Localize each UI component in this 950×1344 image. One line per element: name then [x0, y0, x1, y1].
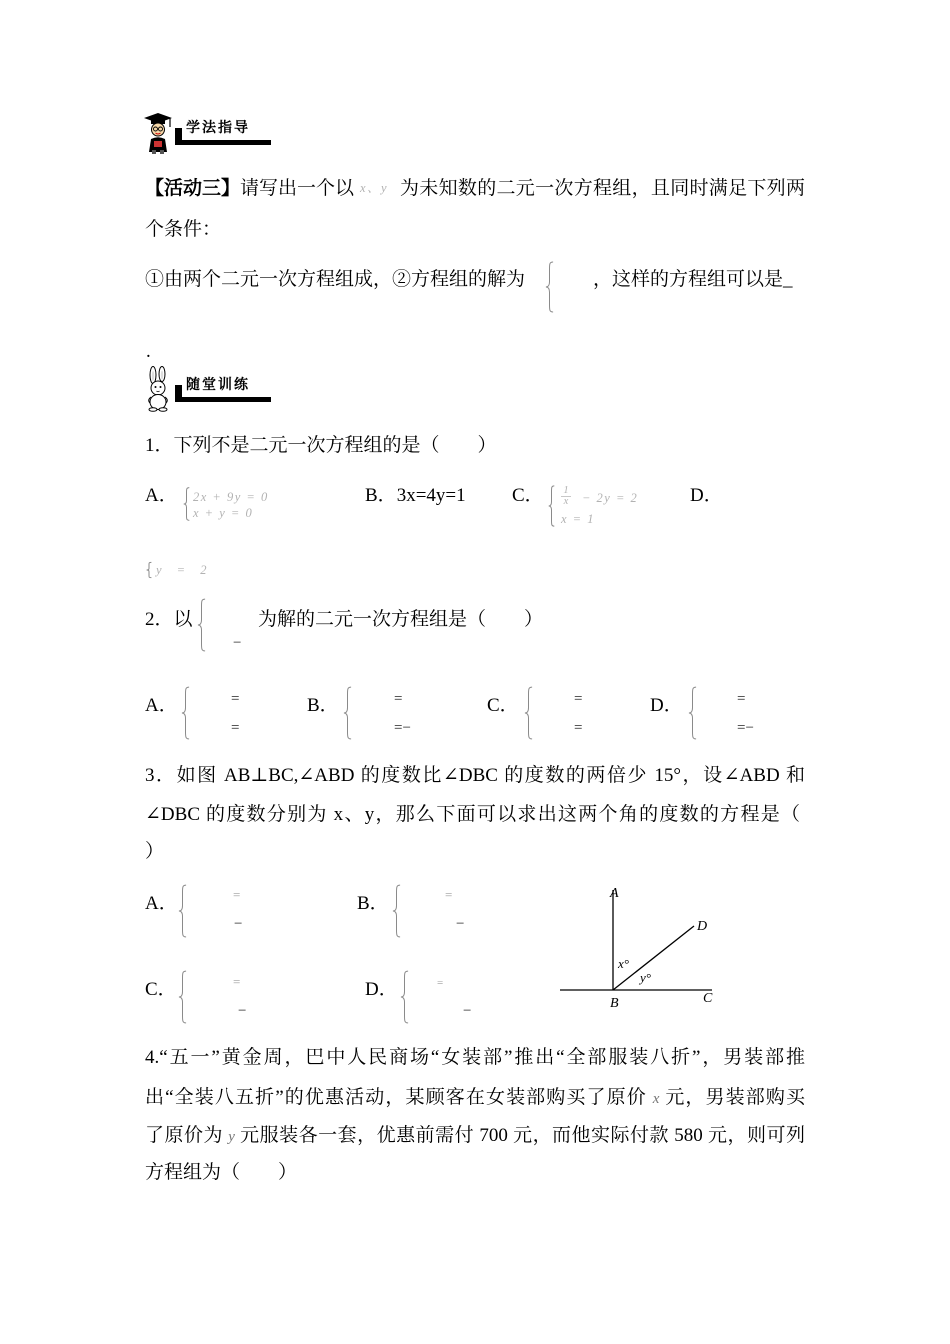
q4-line-2-end: 元，男装部购买	[665, 1087, 806, 1108]
q3-option-b-row-1: =	[445, 887, 453, 902]
q1-option-d-row-1: y = 2	[156, 563, 213, 577]
brace	[181, 686, 190, 740]
q1-option-c-fraction	[561, 486, 571, 507]
figure-label-c: C	[703, 991, 713, 1006]
q1-option-c-row-2: x = 1	[561, 512, 595, 526]
q1-stem: 1．下列不是二元一次方程组的是（ ）	[145, 435, 497, 456]
activity-variables: x、y	[360, 181, 389, 195]
activity-label: 【活动三】	[145, 178, 241, 199]
figure-angle-y: y°	[640, 970, 651, 985]
banner-notch	[175, 385, 182, 397]
brace	[524, 686, 533, 740]
q3-option-a-row-2: −	[234, 916, 243, 932]
brace	[178, 884, 187, 938]
q1-option-c-label: C．	[512, 485, 544, 506]
fraction-numerator: 1	[561, 486, 571, 497]
q3-line-2: ∠DBC 的度数分别为 x、y，那么下面可以求出这两个角的度数的方程是（	[145, 804, 800, 825]
q2-option-c-label: C．	[487, 695, 519, 716]
q1-option-b-text: 3x=4y=1	[396, 485, 466, 506]
q2-option-d-row-2: =−	[737, 720, 754, 736]
section-title: 随堂训练	[186, 377, 250, 393]
q1-option-b-label: B．	[365, 485, 397, 506]
q2-option-d-label: D．	[650, 695, 683, 716]
brace	[197, 598, 206, 652]
q3-option-c-row-2: −	[238, 1003, 247, 1019]
activity-line-1-start	[145, 177, 354, 201]
q3-option-d-row-1: =	[437, 977, 444, 989]
activity-line-3-start: ①由两个二元一次方程组成，②方程组的解为	[145, 269, 526, 290]
brace	[400, 970, 409, 1024]
q2-stem-start: 2．以	[145, 609, 193, 630]
q2-option-b-label: B．	[307, 695, 339, 716]
brace	[392, 884, 401, 938]
q3-option-a-row-1: =	[233, 887, 241, 902]
q1-option-a-row-2: x + y = 0	[193, 506, 254, 520]
q2-option-c-row-2: =	[574, 720, 583, 736]
q2-option-a-row-1: =	[231, 691, 240, 707]
brace	[183, 487, 190, 521]
activity-line-3-end: ，这样的方程组可以是_	[593, 269, 793, 290]
section-banner-practice	[175, 374, 271, 404]
q3-option-c-label: C．	[145, 979, 177, 1000]
figure-angle-x: x°	[618, 956, 629, 971]
fraction-denominator: x	[563, 496, 569, 507]
q3-option-d-label: D．	[365, 979, 398, 1000]
q1-option-a-label: A．	[145, 485, 178, 506]
banner-notch	[175, 128, 182, 140]
q3-option-d-row-2: −	[463, 1003, 472, 1019]
q3-option-c-row-1: =	[233, 974, 241, 989]
q4-variable-x: x	[652, 1091, 660, 1107]
brace	[548, 485, 555, 527]
q3-option-b-row-2: −	[456, 916, 465, 932]
q3-angle-figure	[550, 875, 730, 1015]
scholar-icon	[143, 112, 173, 154]
q1-option-c-row-1: − 2y = 2	[582, 491, 639, 505]
q4-line-2-start: 出“全装八五折”的优惠活动，某顾客在女装部购买了原价	[145, 1087, 647, 1108]
q3-line-1: 3．如图 AB⊥BC,∠ABD 的度数比∠DBC 的度数的两倍少 15°，设∠ABD 和	[145, 765, 805, 786]
rabbit-icon	[143, 366, 173, 412]
q4-variable-y: y	[228, 1129, 235, 1145]
banner-bar	[175, 140, 271, 145]
brace	[146, 562, 152, 578]
q3-line-3: ）	[145, 841, 165, 862]
q3-option-a-label: A．	[145, 893, 178, 914]
brace	[343, 686, 352, 740]
q2-option-b-row-2: =−	[394, 720, 411, 736]
q2-option-a-label: A．	[145, 695, 178, 716]
brace	[545, 261, 554, 313]
activity-line-1-end: 为未知数的二元一次方程组，且同时满足下列两	[400, 178, 805, 199]
q3-option-b-label: B．	[357, 893, 389, 914]
activity-text: 请写出一个以	[240, 178, 355, 199]
activity-line-4: .	[146, 341, 151, 362]
activity-line-2: 个条件：	[145, 219, 222, 240]
banner-bar	[175, 397, 271, 402]
brace	[688, 686, 697, 740]
q2-option-b-row-1: =	[394, 691, 403, 707]
q2-option-d-row-1: =	[737, 691, 746, 707]
figure-label-b: B	[610, 996, 619, 1011]
q2-option-c-row-1: =	[574, 691, 583, 707]
q4-line-1: 4.“五一”黄金周，巴中人民商场“女装部”推出“全部服装八折”，男装部推	[145, 1047, 805, 1068]
q4-line-3-start: 了原价为	[145, 1125, 223, 1146]
figure-label-a: A	[610, 886, 619, 901]
section-title: 学法指导	[186, 120, 250, 136]
section-banner-method-guide	[175, 117, 271, 147]
q1-option-a-row-1: 2x + 9y = 0	[193, 490, 269, 504]
figure-label-d: D	[697, 919, 708, 934]
q2-solution-row-2: −	[233, 635, 242, 651]
brace	[178, 970, 187, 1024]
q2-stem-end: 为解的二元一次方程组是（ ）	[258, 609, 544, 630]
q4-line-4: 方程组为（ ）	[145, 1162, 298, 1183]
q4-line-2	[145, 1086, 805, 1110]
q1-option-d-label: D．	[690, 485, 723, 506]
q4-line-3	[145, 1124, 805, 1148]
q4-line-3-end: 元服装各一套，优惠前需付 700 元，而他实际付款 580 元，则可列	[240, 1125, 805, 1146]
q2-option-a-row-2: =	[231, 720, 240, 736]
q1-option-b	[365, 484, 466, 508]
